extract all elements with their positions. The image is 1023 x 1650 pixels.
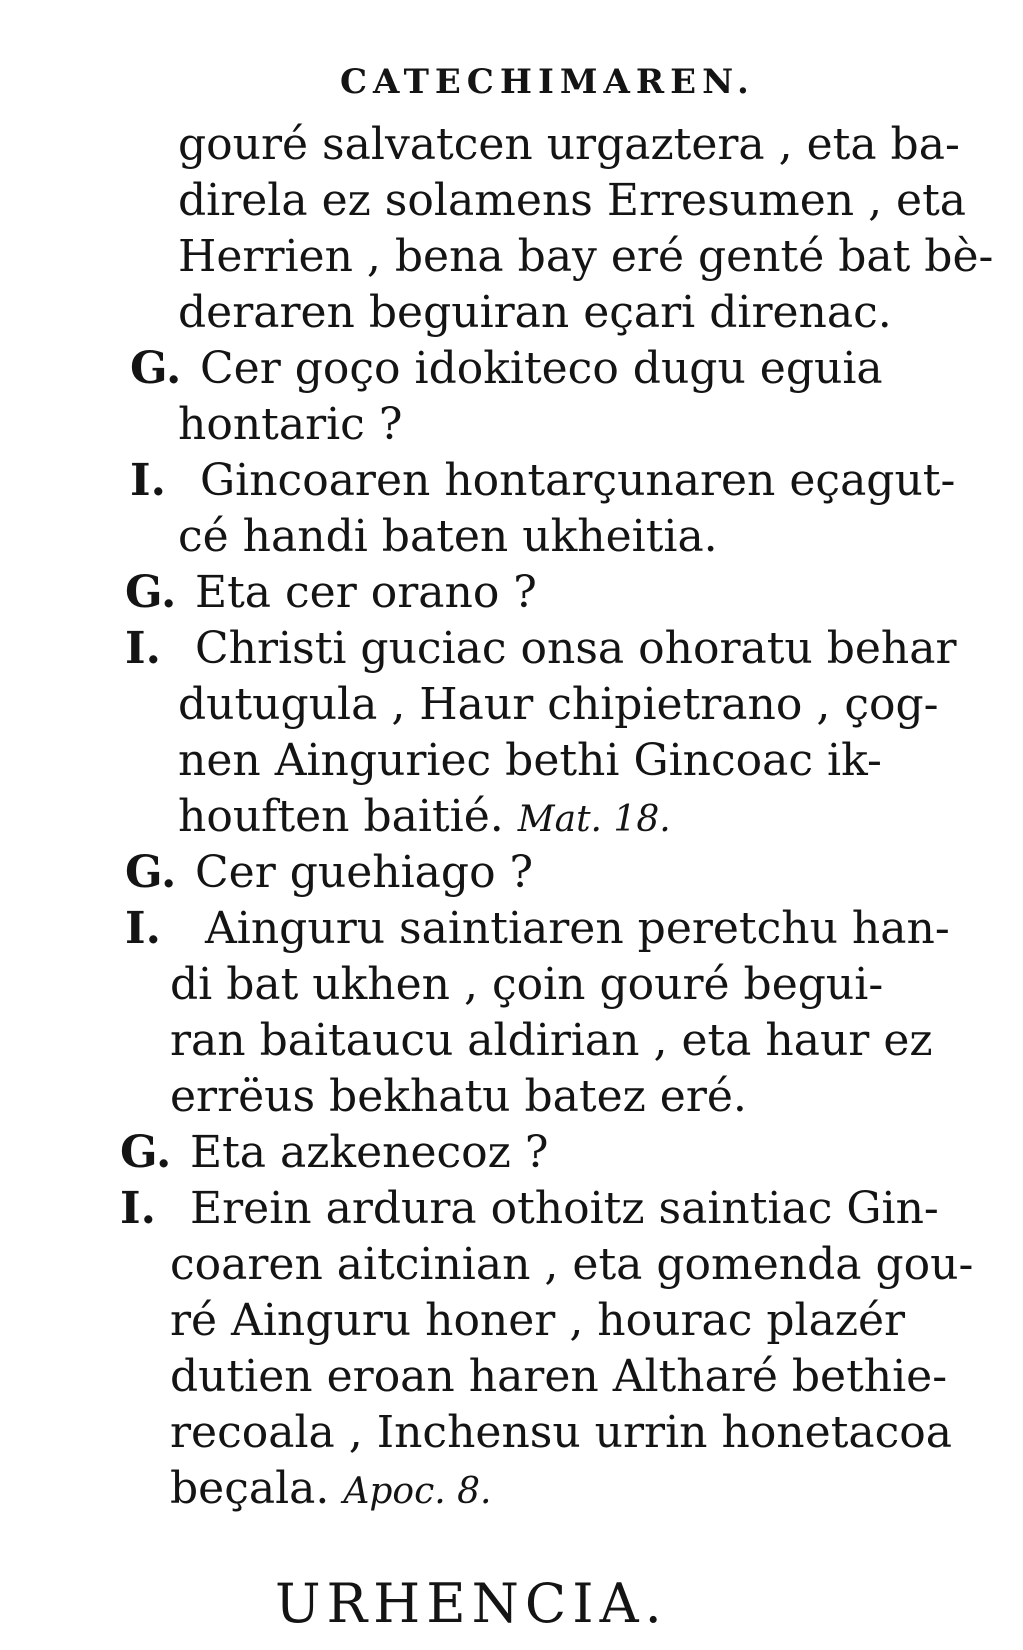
text-line: Gincoaren hontarçunaren eçagut- (200, 455, 956, 506)
text-line: Herrien , bena bay eré genté bat bè- (178, 231, 994, 282)
text-line: Erein ardura othoitz saintiac Gin- (190, 1183, 939, 1234)
text-line: Ainguru saintiaren peretchu han- (205, 903, 950, 954)
text-line: dutien eroan haren Altharé bethie- (170, 1351, 948, 1402)
catchword: URHENCIA. (275, 1572, 668, 1635)
text-line: ran baitaucu aldirian , eta haur ez (170, 1015, 933, 1066)
text-line: Eta cer orano ? (195, 567, 537, 618)
text-line: ré Ainguru honer , hourac plazér (170, 1295, 906, 1346)
text-line: cé handi baten ukheitia. (178, 511, 718, 562)
text-line: di bat ukhen , çoin gouré begui- (170, 959, 884, 1010)
text-line (178, 790, 671, 847)
speaker-label: I. (130, 455, 166, 506)
speaker-label: G. (130, 343, 182, 394)
scripture-reference: Mat. 18. (517, 799, 671, 840)
scripture-reference: Apoc. 8. (343, 1471, 492, 1512)
text-line: coaren aitcinian , eta gomenda gou- (170, 1239, 974, 1290)
speaker-label: G. (125, 847, 177, 898)
text-line: recoala , Inchensu urrin honetacoa (170, 1407, 952, 1458)
text-line: dutugula , Haur chipietrano , çog- (178, 679, 939, 730)
text-line: Cer guehiago ? (195, 847, 534, 898)
speaker-label: G. (125, 567, 177, 618)
text-line: Cer goço idokiteco dugu eguia (200, 343, 883, 394)
text-line-segment: beçala. (170, 1463, 330, 1514)
text-line: deraren beguiran eçari direnac. (178, 287, 892, 338)
text-line: nen Ainguriec bethi Gincoac ik- (178, 735, 882, 786)
speaker-label: I. (120, 1183, 156, 1234)
text-line: hontaric ? (178, 399, 403, 450)
running-head: CATECHIMAREN. (340, 62, 755, 102)
speaker-label: G. (120, 1127, 172, 1178)
speaker-label: I. (125, 903, 161, 954)
speaker-label: I. (125, 623, 161, 674)
text-line: gouré salvatcen urgaztera , eta ba- (178, 119, 960, 170)
text-line: Eta azkenecoz ? (190, 1127, 549, 1178)
text-line-segment: houften baitié. (178, 791, 504, 842)
text-line: errëus bekhatu batez eré. (170, 1071, 747, 1122)
text-line (170, 1462, 492, 1519)
text-line: direla ez solamens Erresumen , eta (178, 175, 967, 226)
text-line: Christi guciac onsa ohoratu behar (195, 623, 957, 674)
